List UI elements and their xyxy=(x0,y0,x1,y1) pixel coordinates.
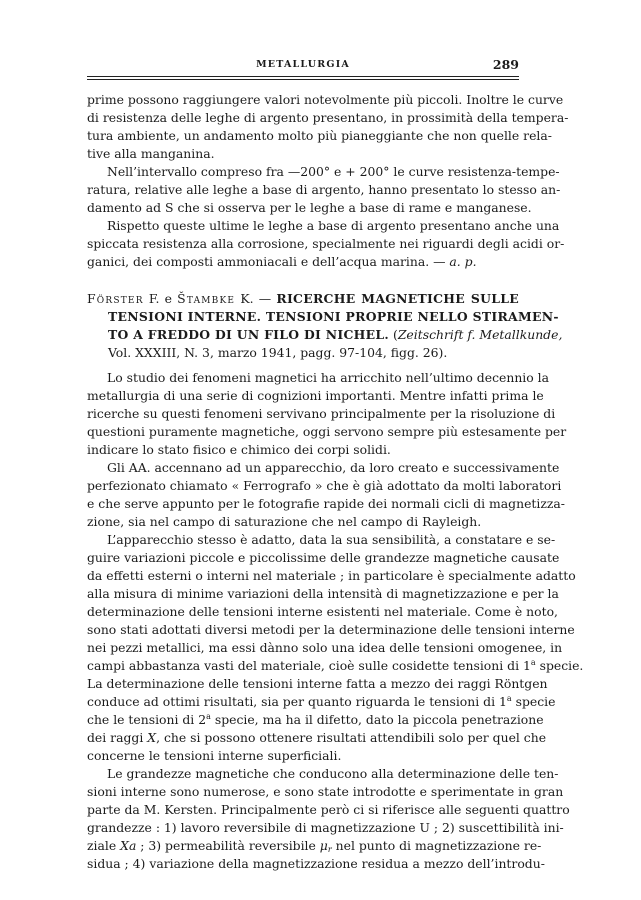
article-title: RICERCHE MAGNETICHE SULLE xyxy=(276,291,520,306)
superscript: a xyxy=(506,694,512,703)
article-heading-line xyxy=(87,290,519,308)
header-rule-thin xyxy=(87,79,519,80)
text-span: dei raggi xyxy=(87,730,148,745)
text-span: , che si possono ottenere risultati attendibili solo per quel che xyxy=(156,730,547,745)
math-symbol: μ xyxy=(319,838,328,853)
text-line xyxy=(87,711,544,729)
text-line: spiccata resistenza alla corrosione, specialmente nei riguardi degli acidi or- xyxy=(87,236,565,251)
text-line: guire variazioni piccole e piccolissime delle grandezze magnetiche causate xyxy=(87,550,560,565)
article-heading-line xyxy=(108,326,563,344)
text-line: questioni puramente magnetiche, oggi servono sempre più estesamente per xyxy=(87,424,567,439)
article-title: TENSIONI INTERNE. TENSIONI PROPRIE NELLO STIRAMEN- xyxy=(108,309,559,324)
text-line: concerne le tensioni interne superficiali. xyxy=(87,748,342,763)
text-span: campi abbastanza vasti del materiale, cioè sulle cosidette tensioni di 1 xyxy=(87,658,531,673)
text-line: parte da M. Kersten. Principalmente però ci si riferisce alle seguenti quattro xyxy=(87,802,570,817)
page-number: 289 xyxy=(492,57,519,72)
text-span: ; 3) permeabilità reversibile xyxy=(136,838,320,853)
author-initial: F. e xyxy=(143,291,178,306)
superscript: a xyxy=(530,658,536,667)
text-line: e che serve appunto per le fotografie rapide dei normali cicli di magnetizza- xyxy=(87,496,565,511)
text-line: ricerche su questi fenomeni servivano principalmente per la risoluzione di xyxy=(87,406,556,421)
text-line: grandezze : 1) lavoro reversibile di magnetizzazione U ; 2) suscettibilità ini- xyxy=(87,820,564,835)
author-name: Förster xyxy=(87,291,144,306)
superscript: a xyxy=(206,712,211,721)
text-span: specie xyxy=(511,694,556,709)
text-span: specie. xyxy=(535,658,584,673)
text-line: Gli AA. accennano ad un apparecchio, da loro creato e successivamente xyxy=(107,460,560,475)
text-line: Lo studio dei fenomeni magnetici ha arricchito nell’ultimo decennio la xyxy=(107,370,550,385)
text-line: nei pezzi metallici, ma essi dànno solo una idea delle tensioni omogenee, in xyxy=(87,640,563,655)
text-line: determinazione delle tensioni interne esistenti nel materiale. Come è noto, xyxy=(87,604,558,619)
text-line: zione, sia nel campo di saturazione che nel campo di Rayleigh. xyxy=(87,514,482,529)
text-line xyxy=(87,729,547,747)
running-head: METALLURGIA xyxy=(256,59,350,70)
text-span: specie, ma ha il difetto, dato la piccola penetrazione xyxy=(210,712,544,727)
article-title: TO A FREDDO DI UN FILO DI NICHEL. xyxy=(108,327,390,342)
text-span: nel punto di magnetizzazione re- xyxy=(331,838,542,853)
text-line: sidua ; 4) variazione della magnetizzazione residua a mezzo dell’introdu- xyxy=(87,856,545,871)
text-line: Rispetto queste ultime le leghe a base di argento presentano anche una xyxy=(107,218,560,233)
text-line xyxy=(87,657,584,675)
text-line: tura ambiente, un andamento molto più pianeggiante che non quelle rela- xyxy=(87,128,552,143)
text-span: ganici, dei composti ammoniacali e dell’acqua marina. — xyxy=(87,254,450,269)
journal-name: Zeitschrift f. Metallkunde, xyxy=(397,327,563,342)
text-line: ratura, relative alle leghe a base di argento, hanno presentato lo stesso an- xyxy=(87,182,561,197)
text-span: che le tensioni di 2 xyxy=(87,712,207,727)
text-span: ziale xyxy=(87,838,121,853)
text-line: sono stati adottati diversi metodi per la determinazione delle tensioni interne xyxy=(87,622,575,637)
text-line xyxy=(87,693,556,711)
text-line: prime possono raggiungere valori notevolmente più piccoli. Inoltre le curve xyxy=(87,92,564,107)
text-line xyxy=(87,837,542,855)
text-line: indicare lo stato fisico e chimico dei corpi solidi. xyxy=(87,442,391,457)
text-line: perfezionato chiamato « Ferrografo » che è già adottato da molti laboratori xyxy=(87,478,562,493)
text-line: L’apparecchio stesso è adatto, data la sua sensibilità, a constatare e se- xyxy=(107,532,556,547)
subscript: r xyxy=(327,845,332,854)
text-line: di resistenza delle leghe di argento presentano, in prossimità della tempera- xyxy=(87,110,569,125)
text-line: damento ad S che si osserva per le leghe a base di rame e manganese. xyxy=(87,200,532,215)
author-name: Štambke xyxy=(177,291,236,306)
text-line: tive alla manganina. xyxy=(87,146,215,161)
author-signature: a. p. xyxy=(449,254,477,269)
text-span: conduce ad ottimi risultati, sia per quanto riguarda le tensioni di 1 xyxy=(87,694,507,709)
text-line: da effetti esterni o interni nel materiale ; in particolare è specialmente adatto xyxy=(87,568,576,583)
text-line: metallurgia di una serie di cognizioni importanti. Mentre infatti prima le xyxy=(87,388,544,403)
text-line: La determinazione delle tensioni interne fatta a mezzo dei raggi Röntgen xyxy=(87,676,548,691)
header-rule xyxy=(87,76,519,77)
text-line: alla misura di minime variazioni della intensità di magnetizzazione e per la xyxy=(87,586,559,601)
text-line: Nell’intervallo compreso fra —200° e + 200° le curve resistenza-tempe- xyxy=(107,164,560,179)
citation: Vol. XXXIII, N. 3, marzo 1941, pagg. 97-104, figg. 26). xyxy=(108,345,448,360)
page-header xyxy=(87,58,519,74)
text-line: Le grandezze magnetiche che conducono alla determinazione delle ten- xyxy=(107,766,559,781)
math-symbol: Xa xyxy=(120,838,137,853)
math-symbol: X xyxy=(147,730,157,745)
text-line xyxy=(87,253,519,271)
author-initial: K. — xyxy=(235,291,277,306)
citation-paren: ( xyxy=(392,327,398,342)
text-line: sioni interne sono numerose, e sono state introdotte e sperimentate in gran xyxy=(87,784,564,799)
